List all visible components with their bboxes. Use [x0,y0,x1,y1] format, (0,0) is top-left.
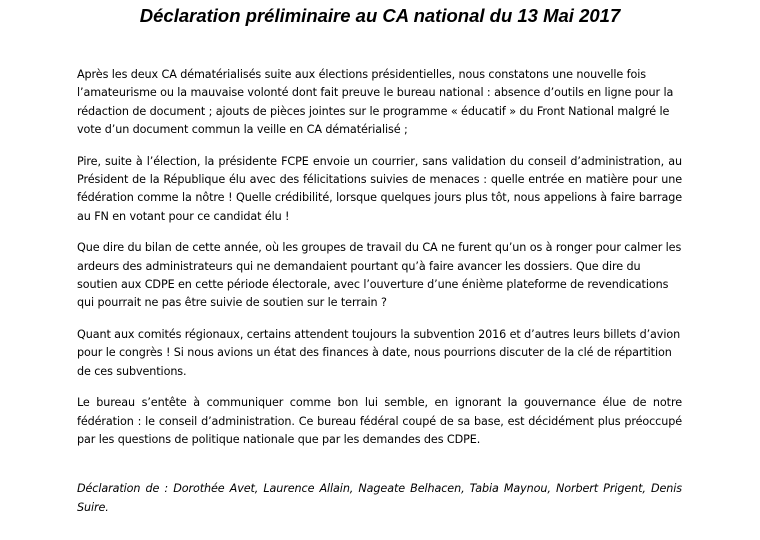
paragraph-4: Quant aux comités régionaux, certains attendent toujours la subvention 2016 et d’autres leurs billets d’avion pour le congrès ! Si nous avions un état des finances à date, nous pourrions discuter de la clé de répartition de ces subventions. [77,327,681,378]
document-body [77,66,682,530]
signature-line: Déclaration de : Dorothée Avet, Laurence Allain, Nageate Belhacen, Tabia Maynou, Norbert Prigent, Denis Suire. [77,482,682,514]
paragraph-1: Après les deux CA dématérialisés suite aux élections présidentielles, nous constatons une nouvelle fois l’amateurisme ou la mauvaise volonté dont fait preuve le bureau national : absence d’outils en ligne pour la rédaction de document ; ajouts de pièces jointes sur le programme « éducatif » du Front National malgré le vote d’un document commun la veille en CA dématérialisé ; [77,68,674,137]
document-title: Déclaration préliminaire au CA national du 13 Mai 2017 [139,5,621,26]
paragraph-2: Pire, suite à l’élection, la présidente FCPE envoie un courrier, sans validation du conseil d’administration, au Président de la République élu avec des félicitations suivies de menaces : quelle entrée en matière pour une fédération comme la nôtre ! Quelle crédibilité, lorsque quelques jours plus tôt, nous appelions à faire barrage au FN en votant pour ce candidat élu ! [77,154,682,223]
paragraph-5: Le bureau s’entête à communiquer comme bon lui semble, en ignorant la gouvernance élue de notre fédération : le conseil d’administration. Ce bureau fédéral coupé de sa base, est décidément plus préoccupé par les questions de politique nationale que par les demandes des CDPE. [77,396,682,446]
paragraph-3: Que dire du bilan de cette année, où les groupes de travail du CA ne furent qu’un os à ronger pour calmer les ardeurs des administrateurs qui ne demandaient pourtant qu’à faire avancer les dossiers. Que dire du soutien aux CDPE en cette période électorale, avec l’ouverture d’une énième plateforme de revendications qui pourrait ne pas être suivie de soutien sur le terrain ? [77,241,682,310]
